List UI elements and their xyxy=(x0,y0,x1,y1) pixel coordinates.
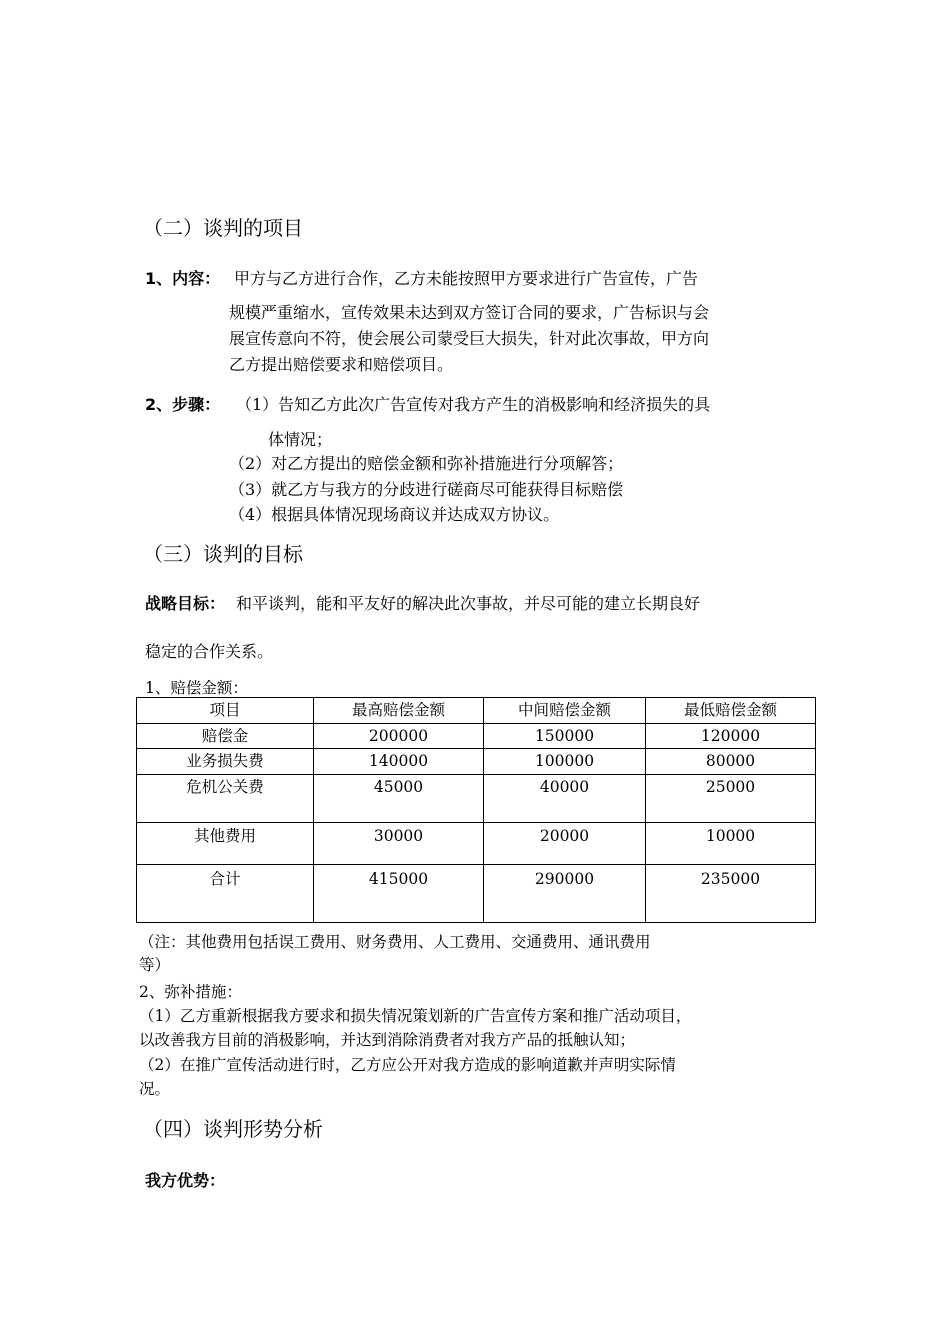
table-header-row xyxy=(137,698,816,724)
table-row xyxy=(137,775,816,823)
table-cell-value: 45000 xyxy=(314,775,484,823)
content-line-2: 规模严重缩水，宣传效果未达到双方签订合同的要求，广告标识与会 xyxy=(229,303,710,322)
table-row xyxy=(137,823,816,865)
table-cell-item: 危机公关费 xyxy=(137,775,314,823)
note-line-1: （注：其他费用包括误工费用、财务费用、人工费用、交通费用、通讯费用 xyxy=(139,933,651,951)
strategy-label: 战略目标： xyxy=(145,594,226,613)
table-cell-value: 140000 xyxy=(314,749,484,775)
table-cell-value: 415000 xyxy=(314,865,484,923)
content-line-1: 甲方与乙方进行合作，乙方未能按照甲方要求进行广告宣传，广告 xyxy=(234,269,699,288)
table-cell-value: 290000 xyxy=(484,865,646,923)
remedy-line-4: 况。 xyxy=(139,1080,171,1098)
table-cell-value: 20000 xyxy=(484,823,646,865)
step-line-3: （3）就乙方与我方的分歧进行磋商尽可能获得目标赔偿 xyxy=(229,480,624,499)
table-cell-value: 10000 xyxy=(646,823,816,865)
table-row xyxy=(137,724,816,749)
table-cell-value: 200000 xyxy=(314,724,484,749)
table-cell-item: 业务损失费 xyxy=(137,749,314,775)
table-cell-value: 80000 xyxy=(646,749,816,775)
content-label: 1、内容： xyxy=(145,269,221,288)
section-heading-situation-analysis: （四）谈判形势分析 xyxy=(143,1117,323,1141)
table-header-cell: 项目 xyxy=(137,698,314,724)
remedy-line-1: （1）乙方重新根据我方要求和损失情况策划新的广告宣传方案和推广活动项目， xyxy=(139,1007,692,1025)
step-line-1-cont: 体情况； xyxy=(268,430,333,449)
table-cell-value: 40000 xyxy=(484,775,646,823)
remedy-line-3: （2）在推广宣传活动进行时，乙方应公开对我方造成的影响道歉并声明实际情 xyxy=(139,1056,676,1074)
table-cell-value: 30000 xyxy=(314,823,484,865)
strategy-text-line-1: 和平谈判，能和平友好的解决此次事故，并尽可能的建立长期良好 xyxy=(236,594,701,613)
our-advantages-label: 我方优势： xyxy=(145,1171,226,1190)
section-heading-negotiation-items: （二）谈判的项目 xyxy=(143,216,303,240)
table-header-cell: 中间赔偿金额 xyxy=(484,698,646,724)
content-line-4: 乙方提出赔偿要求和赔偿项目。 xyxy=(229,355,454,374)
section-heading-negotiation-goals: （三）谈判的目标 xyxy=(143,542,303,566)
remedy-title: 2、弥补措施： xyxy=(139,983,242,1001)
step-line-1: （1）告知乙方此次广告宣传对我方产生的消极影响和经济损失的具 xyxy=(236,395,711,414)
table-header-cell: 最低赔偿金额 xyxy=(646,698,816,724)
table-cell-value: 120000 xyxy=(646,724,816,749)
strategy-text-line-2: 稳定的合作关系。 xyxy=(145,642,274,661)
table-row-total xyxy=(137,865,816,923)
compensation-table xyxy=(136,697,816,923)
note-line-2: 等） xyxy=(139,956,171,974)
compensation-title: 1、赔偿金额： xyxy=(145,679,248,697)
steps-label: 2、步骤： xyxy=(145,395,221,414)
table-cell-item: 赔偿金 xyxy=(137,724,314,749)
table-cell-value: 25000 xyxy=(646,775,816,823)
table-cell-value: 235000 xyxy=(646,865,816,923)
table-cell-value: 100000 xyxy=(484,749,646,775)
table-row xyxy=(137,749,816,775)
content-line-3: 展宣传意向不符，使会展公司蒙受巨大损失，针对此次事故，甲方向 xyxy=(229,329,710,348)
step-line-2: （2）对乙方提出的赔偿金额和弥补措施进行分项解答； xyxy=(229,454,624,473)
step-line-4: （4）根据具体情况现场商议并达成双方协议。 xyxy=(229,505,560,524)
table-cell-item: 其他费用 xyxy=(137,823,314,865)
table-header-cell: 最高赔偿金额 xyxy=(314,698,484,724)
table-cell-value: 150000 xyxy=(484,724,646,749)
table-cell-item: 合计 xyxy=(137,865,314,923)
remedy-line-2: 以改善我方目前的消极影响，并达到消除消费者对我方产品的抵触认知； xyxy=(139,1031,636,1049)
